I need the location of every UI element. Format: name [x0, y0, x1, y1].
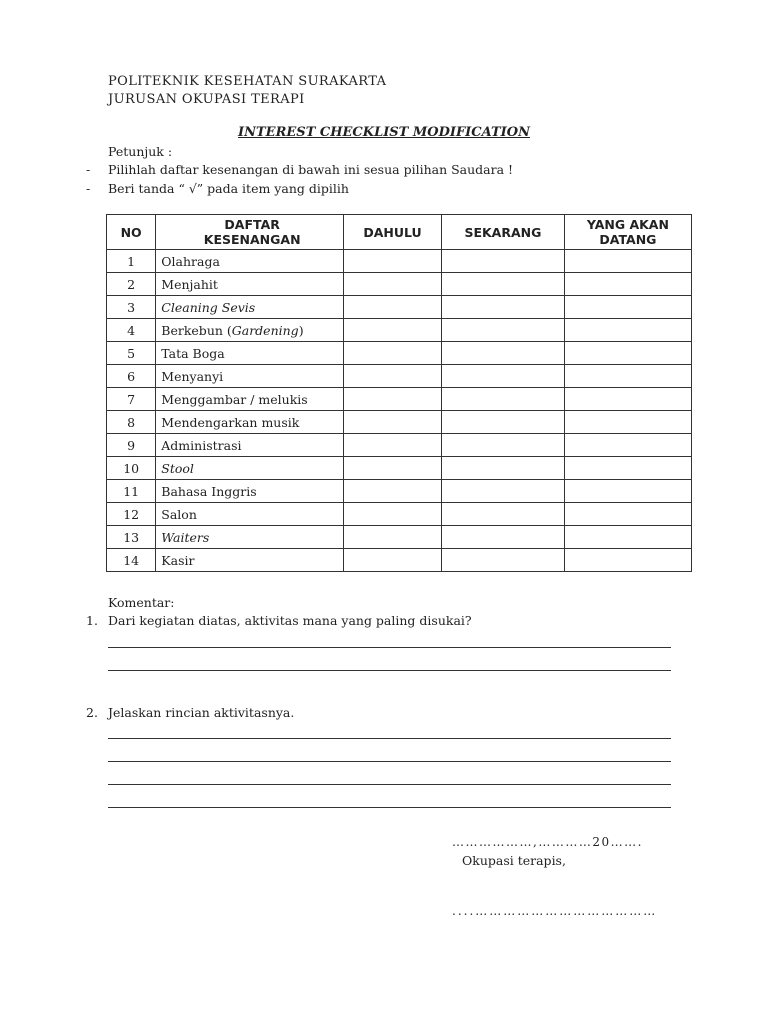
check-cell-sekarang[interactable]	[442, 250, 565, 273]
check-cell-dahulu[interactable]	[344, 250, 442, 273]
bullet-dash: -	[86, 181, 91, 196]
check-cell-yang-akan-datang[interactable]	[564, 250, 691, 273]
check-cell-sekarang[interactable]	[442, 319, 565, 342]
check-cell-sekarang[interactable]	[442, 549, 565, 572]
table-row	[107, 411, 692, 434]
institution-name: POLITEKNIK KESEHATAN SURAKARTA	[108, 74, 387, 89]
answer-line[interactable]	[108, 738, 671, 739]
check-cell-sekarang[interactable]	[442, 365, 565, 388]
check-cell-yang-akan-datang[interactable]	[564, 342, 691, 365]
comments-heading: Komentar:	[108, 595, 175, 610]
row-number: 12	[107, 503, 156, 526]
signature-name-line: ....…………………………………	[452, 904, 658, 918]
question-text: Dari kegiatan diatas, aktivitas mana yang paling disukai?	[108, 613, 472, 628]
check-cell-dahulu[interactable]	[344, 480, 442, 503]
check-cell-dahulu[interactable]	[344, 503, 442, 526]
check-cell-dahulu[interactable]	[344, 365, 442, 388]
row-number: 14	[107, 549, 156, 572]
row-item	[156, 319, 344, 342]
check-cell-dahulu[interactable]	[344, 526, 442, 549]
row-item: Menjahit	[156, 273, 344, 296]
row-number: 1	[107, 250, 156, 273]
check-cell-sekarang[interactable]	[442, 342, 565, 365]
row-item: Stool	[156, 457, 344, 480]
row-item: Cleaning Sevis	[156, 296, 344, 319]
instruction-text: Beri tanda “ √” pada item yang dipilih	[108, 181, 349, 196]
row-item: Bahasa Inggris	[156, 480, 344, 503]
row-item-suffix: )	[298, 322, 304, 338]
instruction-item	[86, 162, 513, 177]
row-number: 3	[107, 296, 156, 319]
row-number: 9	[107, 434, 156, 457]
check-cell-yang-akan-datang[interactable]	[564, 273, 691, 296]
check-cell-yang-akan-datang[interactable]	[564, 365, 691, 388]
table-row	[107, 457, 692, 480]
header-dahulu: DAHULU	[344, 215, 442, 250]
row-item: Olahraga	[156, 250, 344, 273]
check-cell-dahulu[interactable]	[344, 434, 442, 457]
answer-line[interactable]	[108, 647, 671, 648]
question-item	[86, 705, 294, 720]
header-sekarang: SEKARANG	[442, 215, 565, 250]
check-cell-dahulu[interactable]	[344, 319, 442, 342]
row-item: Salon	[156, 503, 344, 526]
check-cell-yang-akan-datang[interactable]	[564, 480, 691, 503]
check-cell-yang-akan-datang[interactable]	[564, 457, 691, 480]
row-item: Waiters	[156, 526, 344, 549]
table-row	[107, 250, 692, 273]
check-cell-dahulu[interactable]	[344, 342, 442, 365]
check-cell-sekarang[interactable]	[442, 388, 565, 411]
table-row	[107, 434, 692, 457]
question-number: 2.	[86, 705, 98, 720]
table-row	[107, 388, 692, 411]
table-row	[107, 503, 692, 526]
row-number: 5	[107, 342, 156, 365]
check-cell-dahulu[interactable]	[344, 457, 442, 480]
check-cell-sekarang[interactable]	[442, 503, 565, 526]
row-number: 11	[107, 480, 156, 503]
department-name: JURUSAN OKUPASI TERAPI	[108, 92, 305, 107]
check-cell-yang-akan-datang[interactable]	[564, 411, 691, 434]
row-item: Mendengarkan musik	[156, 411, 344, 434]
header-daftar-kesenangan	[156, 215, 344, 250]
instruction-text: Pilihlah daftar kesenangan di bawah ini sesua pilihan Saudara !	[108, 162, 514, 177]
check-cell-yang-akan-datang[interactable]	[564, 503, 691, 526]
signatory-role: Okupasi terapis,	[462, 853, 566, 868]
answer-line[interactable]	[108, 761, 671, 762]
table-row	[107, 273, 692, 296]
check-cell-dahulu[interactable]	[344, 411, 442, 434]
table-row	[107, 365, 692, 388]
table-row	[107, 480, 692, 503]
date-place-line: ………………,…………20…….	[452, 835, 643, 849]
question-text: Jelaskan rincian aktivitasnya.	[108, 705, 295, 720]
header-name-line2: KESENANGAN	[203, 232, 301, 247]
check-cell-sekarang[interactable]	[442, 273, 565, 296]
table-header-row	[107, 215, 692, 250]
header-yang-akan-datang	[564, 215, 691, 250]
row-item: Menyanyi	[156, 365, 344, 388]
interest-checklist-table	[106, 214, 692, 572]
question-item	[86, 613, 472, 628]
table-row	[107, 319, 692, 342]
check-cell-sekarang[interactable]	[442, 457, 565, 480]
check-cell-yang-akan-datang[interactable]	[564, 319, 691, 342]
row-item: Kasir	[156, 549, 344, 572]
row-item-prefix: Berkebun (	[161, 322, 232, 338]
check-cell-sekarang[interactable]	[442, 526, 565, 549]
table-row	[107, 549, 692, 572]
header-name-line1: DAFTAR	[224, 217, 280, 232]
check-cell-yang-akan-datang[interactable]	[564, 296, 691, 319]
check-cell-sekarang[interactable]	[442, 480, 565, 503]
answer-line[interactable]	[108, 670, 671, 671]
check-cell-yang-akan-datang[interactable]	[564, 549, 691, 572]
check-cell-dahulu[interactable]	[344, 549, 442, 572]
row-number: 2	[107, 273, 156, 296]
row-item-italic: Gardening	[231, 322, 299, 338]
check-cell-yang-akan-datang[interactable]	[564, 434, 691, 457]
row-number: 10	[107, 457, 156, 480]
header-future-line1: YANG AKAN	[586, 217, 669, 232]
check-cell-sekarang[interactable]	[442, 411, 565, 434]
check-cell-dahulu[interactable]	[344, 388, 442, 411]
table-row	[107, 342, 692, 365]
header-future-line2: DATANG	[599, 232, 657, 247]
table-row	[107, 526, 692, 549]
check-cell-yang-akan-datang[interactable]	[564, 388, 691, 411]
check-cell-yang-akan-datang[interactable]	[564, 526, 691, 549]
header-no: NO	[107, 215, 156, 250]
check-cell-sekarang[interactable]	[442, 434, 565, 457]
answer-line[interactable]	[108, 784, 671, 785]
check-cell-dahulu[interactable]	[344, 296, 442, 319]
check-cell-dahulu[interactable]	[344, 273, 442, 296]
row-item: Administrasi	[156, 434, 344, 457]
row-number: 7	[107, 388, 156, 411]
check-cell-sekarang[interactable]	[442, 296, 565, 319]
row-item: Menggambar / melukis	[156, 388, 344, 411]
answer-line[interactable]	[108, 807, 671, 808]
instruction-item	[86, 181, 349, 196]
form-title: INTEREST CHECKLIST MODIFICATION	[238, 125, 530, 140]
bullet-dash: -	[86, 162, 91, 177]
question-number: 1.	[86, 613, 98, 628]
row-number: 8	[107, 411, 156, 434]
row-item: Tata Boga	[156, 342, 344, 365]
row-number: 4	[107, 319, 156, 342]
table-row	[107, 296, 692, 319]
row-number: 13	[107, 526, 156, 549]
instructions-heading: Petunjuk :	[108, 144, 173, 159]
row-number: 6	[107, 365, 156, 388]
